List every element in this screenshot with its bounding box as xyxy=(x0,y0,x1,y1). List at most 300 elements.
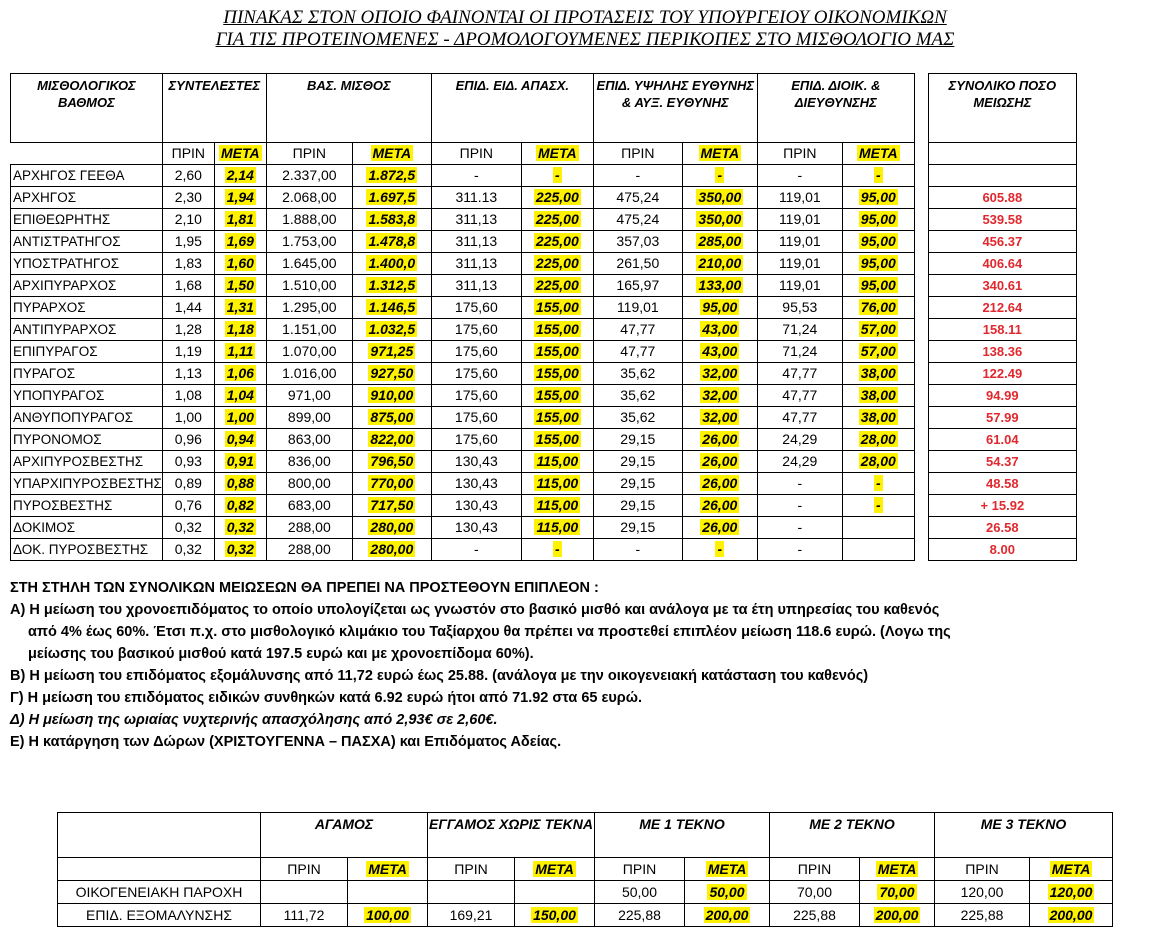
after-label: ΜΕΤΑ xyxy=(372,145,412,161)
coefficient-before: 0,32 xyxy=(162,517,214,539)
before-label: ΠΡΙΝ xyxy=(770,858,860,881)
special-allowance-before: 175,60 xyxy=(431,297,521,319)
family-header-row xyxy=(58,813,1113,858)
table-row xyxy=(11,253,1077,275)
special-allowance-before: - xyxy=(431,539,521,561)
responsibility-allowance-before: 119,01 xyxy=(593,297,682,319)
responsibility-allowance-after: - xyxy=(717,167,723,183)
document-title-line-1: ΠΙΝΑΚΑΣ ΣΤΟΝ ΟΠΟΙΟ ΦΑΙΝΟΝΤΑΙ ΟΙ ΠΡΟΤΑΣΕΙΣ ΤΟΥ ΥΠΟΥΡΓΕΙΟΥ ΟΙΚΟΝΟΜΙΚΩΝ xyxy=(223,7,947,28)
admin-allowance-before: 119,01 xyxy=(757,275,842,297)
admin-allowance-before: 47,77 xyxy=(757,363,842,385)
table-row xyxy=(11,209,1077,231)
coefficient-before: 0,32 xyxy=(162,539,214,561)
coefficient-before: 1,83 xyxy=(162,253,214,275)
admin-allowance-after: 95,00 xyxy=(860,277,896,293)
basic-salary-before: 1.070,00 xyxy=(266,341,352,363)
table-row xyxy=(11,319,1077,341)
admin-allowance-before: 47,77 xyxy=(757,407,842,429)
admin-allowance-before: 119,01 xyxy=(757,231,842,253)
responsibility-allowance-before: - xyxy=(593,539,682,561)
special-allowance-after: 225,00 xyxy=(535,233,579,249)
value-before: 225,88 xyxy=(935,904,1030,927)
basic-salary-before: 1.151,00 xyxy=(266,319,352,341)
after-label: ΜΕΤΑ xyxy=(1051,861,1091,877)
admin-allowance-before: - xyxy=(757,539,842,561)
table-row xyxy=(11,473,1077,495)
special-allowance-before: 175,60 xyxy=(431,407,521,429)
special-allowance-before: 311,13 xyxy=(431,253,521,275)
coefficient-before: 0,96 xyxy=(162,429,214,451)
coefficient-before: 1,68 xyxy=(162,275,214,297)
before-label: ΠΡΙΝ xyxy=(595,858,685,881)
admin-allowance-after: - xyxy=(875,475,881,491)
admin-allowance-after: 57,00 xyxy=(860,343,896,359)
responsibility-allowance-after: 210,00 xyxy=(698,255,742,271)
basic-salary-before: 1.295,00 xyxy=(266,297,352,319)
rank-name: ΕΠΙΠΥΡΑΓΟΣ xyxy=(11,341,163,363)
responsibility-allowance-after: 32,00 xyxy=(702,387,738,403)
salary-cuts-table xyxy=(10,73,1077,561)
basic-salary-after: 822,00 xyxy=(370,431,414,447)
total-reduction: 340.61 xyxy=(928,275,1076,297)
row-label: ΕΠΙΔ. ΕΞΟΜΑΛΥΝΣΗΣ xyxy=(58,904,261,927)
before-label: ΠΡΙΝ xyxy=(261,858,348,881)
value-after: 70,00 xyxy=(879,884,915,900)
coefficient-before: 1,19 xyxy=(162,341,214,363)
coefficient-after: 0,94 xyxy=(226,431,254,447)
coefficient-before: 1,95 xyxy=(162,231,214,253)
responsibility-allowance-after: 350,00 xyxy=(698,211,742,227)
note-a-line-3: μείωσης του βασικού μισθού κατά 197.5 ευρώ και με χρονοεπίδομα 60%). xyxy=(28,646,534,662)
family-before-after-row xyxy=(58,858,1113,881)
special-allowance-after: - xyxy=(554,167,560,183)
note-b: Β) Η μείωση του επιδόματος εξομάλυνσης από 11,72 ευρώ έως 25.88. (ανάλογα με την οικογενειακή κατάσταση του καθενός) xyxy=(10,668,869,684)
admin-allowance-before: 24,29 xyxy=(757,429,842,451)
admin-allowance-before: 119,01 xyxy=(757,253,842,275)
special-allowance-after: 155,00 xyxy=(535,321,579,337)
special-allowance-after: 225,00 xyxy=(535,277,579,293)
rank-name: ΠΥΡΑΓΟΣ xyxy=(11,363,163,385)
responsibility-allowance-after: 26,00 xyxy=(702,453,738,469)
value-after xyxy=(348,881,428,904)
before-label: ΠΡΙΝ xyxy=(162,143,214,165)
admin-allowance-after xyxy=(842,517,914,539)
responsibility-allowance-before: - xyxy=(593,165,682,187)
basic-salary-after: 796,50 xyxy=(370,453,414,469)
table-row xyxy=(11,517,1077,539)
admin-allowance-before: 24,29 xyxy=(757,451,842,473)
admin-allowance-before: 119,01 xyxy=(757,209,842,231)
rank-name: ΥΠΟΠΥΡΑΓΟΣ xyxy=(11,385,163,407)
coefficient-before: 2,60 xyxy=(162,165,214,187)
coefficient-before: 1,00 xyxy=(162,407,214,429)
admin-allowance-after: 57,00 xyxy=(860,321,896,337)
basic-salary-after: 1.583,8 xyxy=(368,211,416,227)
responsibility-allowance-before: 29,15 xyxy=(593,429,682,451)
value-before: 120,00 xyxy=(935,881,1030,904)
value-after: 100,00 xyxy=(366,907,409,923)
coefficient-before: 0,93 xyxy=(162,451,214,473)
basic-salary-before: 288,00 xyxy=(266,517,352,539)
special-allowance-after: 155,00 xyxy=(535,387,579,403)
basic-salary-after: 770,00 xyxy=(370,475,414,491)
rank-name: ΑΡΧΗΓΟΣ xyxy=(11,187,163,209)
table-row xyxy=(58,881,1113,904)
note-d: Δ) Η μείωση της ωριαίας νυχτερινής απασχόλησης από 2,93€ σε 2,60€. xyxy=(10,712,498,728)
special-allowance-after: 155,00 xyxy=(535,431,579,447)
table-row xyxy=(11,429,1077,451)
value-before: 225,88 xyxy=(595,904,685,927)
basic-salary-before: 2.337,00 xyxy=(266,165,352,187)
total-reduction xyxy=(928,165,1076,187)
special-allowance-before: 311,13 xyxy=(431,231,521,253)
total-reduction: 54.37 xyxy=(928,451,1076,473)
coefficient-after: 1,11 xyxy=(227,343,254,359)
rank-name: ΕΠΙΘΕΩΡΗΤΗΣ xyxy=(11,209,163,231)
admin-allowance-after: - xyxy=(875,497,881,513)
responsibility-allowance-before: 47,77 xyxy=(593,341,682,363)
table-row xyxy=(11,165,1077,187)
basic-salary-before: 1.888,00 xyxy=(266,209,352,231)
responsibility-allowance-before: 261,50 xyxy=(593,253,682,275)
responsibility-allowance-after: 285,00 xyxy=(698,233,742,249)
coefficient-after: 1,81 xyxy=(226,211,254,227)
value-before: 70,00 xyxy=(770,881,860,904)
value-after: 150,00 xyxy=(533,907,576,923)
special-allowance-before: 311,13 xyxy=(431,275,521,297)
total-reduction: 212.64 xyxy=(928,297,1076,319)
coefficient-after: 1,69 xyxy=(226,233,254,249)
table-row xyxy=(11,385,1077,407)
after-label: ΜΕΤΑ xyxy=(221,145,260,161)
value-before: 169,21 xyxy=(428,904,515,927)
special-allowance-before: - xyxy=(431,165,521,187)
coefficient-after: 1,04 xyxy=(226,387,254,403)
coefficient-after: 0,88 xyxy=(226,475,254,491)
responsibility-allowance-before: 29,15 xyxy=(593,473,682,495)
value-after: 120,00 xyxy=(1049,884,1093,900)
coefficient-before: 0,76 xyxy=(162,495,214,517)
table-row xyxy=(11,495,1077,517)
special-allowance-before: 175,60 xyxy=(431,319,521,341)
special-allowance-before: 175,60 xyxy=(431,341,521,363)
note-a-line-1: Α) Η μείωση του χρονοεπιδόματος το οποίο υπολογίζεται ως γνωστόν στο βασικό μισθό και ανάλογα με τα έτη υπηρεσίας του καθενός xyxy=(10,602,940,618)
header-one-child: ΜΕ 1 ΤΕΚΝΟ xyxy=(595,813,770,858)
total-reduction: 138.36 xyxy=(928,341,1076,363)
basic-salary-before: 2.068,00 xyxy=(266,187,352,209)
admin-allowance-after: 95,00 xyxy=(860,211,896,227)
special-allowance-after: 155,00 xyxy=(535,299,579,315)
header-two-children: ΜΕ 2 ΤΕΚΝΟ xyxy=(770,813,935,858)
coefficient-after: 1,60 xyxy=(226,255,254,271)
coefficient-after: 1,00 xyxy=(226,409,254,425)
special-allowance-after: 225,00 xyxy=(535,211,579,227)
header-rank: ΜΙΣΘΟΛΟΓΙΚΟΣ ΒΑΘΜΟΣ xyxy=(11,74,163,143)
responsibility-allowance-before: 35,62 xyxy=(593,363,682,385)
responsibility-allowance-after: 43,00 xyxy=(702,343,738,359)
basic-salary-before: 971,00 xyxy=(266,385,352,407)
special-allowance-before: 175,60 xyxy=(431,363,521,385)
basic-salary-after: 1.312,5 xyxy=(368,277,416,293)
basic-salary-after: 1.872,5 xyxy=(368,167,416,183)
total-reduction: 61.04 xyxy=(928,429,1076,451)
header-coefficients: ΣΥΝΤΕΛΕΣΤΕΣ xyxy=(162,74,266,143)
responsibility-allowance-before: 35,62 xyxy=(593,385,682,407)
after-label: ΜΕΤΑ xyxy=(707,861,747,877)
special-allowance-before: 130,43 xyxy=(431,495,521,517)
admin-allowance-after: 38,00 xyxy=(860,365,896,381)
special-allowance-before: 175,60 xyxy=(431,385,521,407)
value-before xyxy=(261,881,348,904)
value-before xyxy=(428,881,515,904)
total-reduction: + 15.92 xyxy=(928,495,1076,517)
header-special-allowance: ΕΠΙΔ. ΕΙΔ. ΑΠΑΣΧ. xyxy=(431,74,593,143)
coefficient-before: 0,89 xyxy=(162,473,214,495)
rank-name: ΠΥΡΑΡΧΟΣ xyxy=(11,297,163,319)
before-label: ΠΡΙΝ xyxy=(593,143,682,165)
responsibility-allowance-before: 357,03 xyxy=(593,231,682,253)
admin-allowance-before: - xyxy=(757,165,842,187)
total-reduction: 122.49 xyxy=(928,363,1076,385)
rank-name: ΑΝΤΙΣΤΡΑΤΗΓΟΣ xyxy=(11,231,163,253)
total-reduction: 48.58 xyxy=(928,473,1076,495)
admin-allowance-after: 28,00 xyxy=(860,453,896,469)
after-label: ΜΕΤΑ xyxy=(368,861,407,877)
rank-name: ΥΠΟΣΤΡΑΤΗΓΟΣ xyxy=(11,253,163,275)
coefficient-after: 2,14 xyxy=(226,167,254,183)
admin-allowance-after: - xyxy=(875,167,881,183)
admin-allowance-after: 76,00 xyxy=(860,299,896,315)
table-row xyxy=(11,275,1077,297)
special-allowance-before: 311,13 xyxy=(431,209,521,231)
basic-salary-before: 1.753,00 xyxy=(266,231,352,253)
responsibility-allowance-before: 475,24 xyxy=(593,209,682,231)
header-basic-salary: ΒΑΣ. ΜΙΣΘΟΣ xyxy=(266,74,431,143)
before-after-row xyxy=(11,143,1077,165)
table-row xyxy=(11,363,1077,385)
responsibility-allowance-after: 133,00 xyxy=(698,277,742,293)
admin-allowance-after: 95,00 xyxy=(860,255,896,271)
family-allowance-table xyxy=(57,812,1113,927)
coefficient-after: 1,18 xyxy=(226,321,254,337)
table-row xyxy=(58,904,1113,927)
total-reduction: 406.64 xyxy=(928,253,1076,275)
table-row xyxy=(11,341,1077,363)
basic-salary-before: 1.645,00 xyxy=(266,253,352,275)
admin-allowance-before: 71,24 xyxy=(757,319,842,341)
total-reduction: 158.11 xyxy=(928,319,1076,341)
rank-name: ΥΠΑΡΧΙΠΥΡΟΣΒΕΣΤΗΣ xyxy=(11,473,163,495)
basic-salary-after: 1.697,5 xyxy=(368,189,416,205)
responsibility-allowance-before: 35,62 xyxy=(593,407,682,429)
coefficient-before: 1,13 xyxy=(162,363,214,385)
special-allowance-after: 115,00 xyxy=(536,453,579,469)
basic-salary-before: 863,00 xyxy=(266,429,352,451)
table-header-row xyxy=(11,74,1077,143)
rank-name: ΑΡΧΙΠΥΡΑΡΧΟΣ xyxy=(11,275,163,297)
special-allowance-after: 115,00 xyxy=(536,519,579,535)
basic-salary-after: 1.146,5 xyxy=(368,299,416,315)
special-allowance-after: 225,00 xyxy=(535,255,579,271)
coefficient-before: 1,44 xyxy=(162,297,214,319)
special-allowance-before: 130,43 xyxy=(431,473,521,495)
before-label: ΠΡΙΝ xyxy=(266,143,352,165)
basic-salary-after: 280,00 xyxy=(370,519,414,535)
before-label: ΠΡΙΝ xyxy=(431,143,521,165)
responsibility-allowance-before: 29,15 xyxy=(593,517,682,539)
rank-name: ΔΟΚΙΜΟΣ xyxy=(11,517,163,539)
special-allowance-before: 130,43 xyxy=(431,451,521,473)
notes-section xyxy=(10,577,1160,753)
note-a-line-2: από 4% έως 60%. Έτσι π.χ. στο μισθολογικό κλιμάκιο του Ταξίαρχου θα πρέπει να προστεθεί επιπλέον μείωση 118.6 ευρώ. (Λογω της xyxy=(28,624,951,640)
admin-allowance-before: 95,53 xyxy=(757,297,842,319)
basic-salary-after: 1.478,8 xyxy=(368,233,416,249)
admin-allowance-after: 95,00 xyxy=(860,233,896,249)
before-label: ΠΡΙΝ xyxy=(935,858,1030,881)
total-reduction: 8.00 xyxy=(928,539,1076,561)
admin-allowance-before: 119,01 xyxy=(757,187,842,209)
responsibility-allowance-after: 43,00 xyxy=(702,321,738,337)
admin-allowance-after xyxy=(842,539,914,561)
admin-allowance-before: - xyxy=(757,495,842,517)
special-allowance-after: 115,00 xyxy=(536,497,579,513)
value-after: 50,00 xyxy=(709,884,745,900)
admin-allowance-after: 38,00 xyxy=(860,387,896,403)
coefficient-after: 1,06 xyxy=(226,365,254,381)
table-row xyxy=(11,297,1077,319)
table-row xyxy=(11,539,1077,561)
admin-allowance-after: 38,00 xyxy=(860,409,896,425)
rank-name: ΑΝΘΥΠΟΠΥΡΑΓΟΣ xyxy=(11,407,163,429)
total-reduction: 57.99 xyxy=(928,407,1076,429)
basic-salary-before: 800,00 xyxy=(266,473,352,495)
basic-salary-after: 280,00 xyxy=(370,541,414,557)
basic-salary-before: 1.016,00 xyxy=(266,363,352,385)
responsibility-allowance-after: 32,00 xyxy=(702,409,738,425)
header-three-children: ΜΕ 3 ΤΕΚΝΟ xyxy=(935,813,1113,858)
header-total-reduction: ΣΥΝΟΛΙΚΟ ΠΟΣΟ ΜΕΙΩΣΗΣ xyxy=(928,74,1076,143)
document-title-line-2: ΓΙΑ ΤΙΣ ΠΡΟΤΕΙΝΟΜΕΝΕΣ - ΔΡΟΜΟΛΟΓΟΥΜΕΝΕΣ ΠΕΡΙΚΟΠΕΣ ΣΤΟ ΜΙΣΘΟΛΟΓΙΟ ΜΑΣ xyxy=(215,29,955,50)
notes-intro: ΣΤΗ ΣΤΗΛΗ ΤΩΝ ΣΥΝΟΛΙΚΩΝ ΜΕΙΩΣΕΩΝ ΘΑ ΠΡΕΠΕΙ ΝΑ ΠΡΟΣΤΕΘΟΥΝ ΕΠΙΠΛΕΟΝ : xyxy=(10,580,599,596)
responsibility-allowance-after: 26,00 xyxy=(702,519,738,535)
responsibility-allowance-before: 475,24 xyxy=(593,187,682,209)
coefficient-before: 2,10 xyxy=(162,209,214,231)
coefficient-after: 1,31 xyxy=(226,299,254,315)
basic-salary-after: 717,50 xyxy=(370,497,414,513)
basic-salary-before: 1.510,00 xyxy=(266,275,352,297)
before-label: ΠΡΙΝ xyxy=(428,858,515,881)
rank-name: ΑΝΤΙΠΥΡΑΡΧΟΣ xyxy=(11,319,163,341)
total-reduction: 539.58 xyxy=(928,209,1076,231)
basic-salary-after: 927,50 xyxy=(370,365,414,381)
basic-salary-before: 288,00 xyxy=(266,539,352,561)
coefficient-after: 0,32 xyxy=(226,541,254,557)
table-row xyxy=(11,231,1077,253)
special-allowance-before: 311.13 xyxy=(431,187,521,209)
rank-name: ΑΡΧΙΠΥΡΟΣΒΕΣΤΗΣ xyxy=(11,451,163,473)
table-row xyxy=(11,187,1077,209)
special-allowance-after: 155,00 xyxy=(535,343,579,359)
admin-allowance-before: 71,24 xyxy=(757,341,842,363)
responsibility-allowance-after: - xyxy=(717,541,723,557)
responsibility-allowance-before: 29,15 xyxy=(593,451,682,473)
admin-allowance-before: - xyxy=(757,473,842,495)
coefficient-after: 1,50 xyxy=(226,277,254,293)
admin-allowance-before: 47,77 xyxy=(757,385,842,407)
special-allowance-after: - xyxy=(554,541,560,557)
row-label: ΟΙΚΟΓΕΝΕΙΑΚΗ ΠΑΡΟΧΗ xyxy=(58,881,261,904)
responsibility-allowance-before: 29,15 xyxy=(593,495,682,517)
special-allowance-after: 115,00 xyxy=(536,475,579,491)
coefficient-before: 2,30 xyxy=(162,187,214,209)
rank-name: ΠΥΡΟΣΒΕΣΤΗΣ xyxy=(11,495,163,517)
after-label: ΜΕΤΑ xyxy=(538,145,577,161)
table-row xyxy=(11,407,1077,429)
responsibility-allowance-before: 165,97 xyxy=(593,275,682,297)
basic-salary-after: 971,25 xyxy=(370,343,414,359)
basic-salary-before: 899,00 xyxy=(266,407,352,429)
responsibility-allowance-after: 26,00 xyxy=(702,475,738,491)
special-allowance-before: 130,43 xyxy=(431,517,521,539)
rank-name: ΑΡΧΗΓΟΣ ΓΕΕΘΑ xyxy=(11,165,163,187)
coefficient-before: 1,28 xyxy=(162,319,214,341)
table-row xyxy=(11,451,1077,473)
before-label: ΠΡΙΝ xyxy=(757,143,842,165)
basic-salary-before: 836,00 xyxy=(266,451,352,473)
value-after: 200,00 xyxy=(1049,907,1093,923)
note-c: Γ) Η μείωση του επιδόματος ειδικών συνθηκών κατά 6.92 ευρώ ήτοι από 71.92 στα 65 ευρώ. xyxy=(10,690,643,706)
basic-salary-after: 910,00 xyxy=(370,387,414,403)
special-allowance-before: 175,60 xyxy=(431,429,521,451)
responsibility-allowance-after: 350,00 xyxy=(698,189,742,205)
responsibility-allowance-after: 32,00 xyxy=(702,365,738,381)
special-allowance-after: 155,00 xyxy=(535,409,579,425)
note-e: Ε) Η κατάργηση των Δώρων (ΧΡΙΣΤΟΥΓΕΝΝΑ – ΠΑΣΧΑ) και Επιδόματος Αδείας. xyxy=(10,734,562,750)
value-after xyxy=(515,881,595,904)
coefficient-after: 0,32 xyxy=(226,519,254,535)
after-label: ΜΕΤΑ xyxy=(877,861,917,877)
header-married-no-children: ΕΓΓΑΜΟΣ ΧΩΡΙΣ ΤΕΚΝΑ xyxy=(428,813,595,858)
total-reduction: 605.88 xyxy=(928,187,1076,209)
after-label: ΜΕΤΑ xyxy=(535,861,574,877)
responsibility-allowance-after: 26,00 xyxy=(702,431,738,447)
coefficient-after: 0,82 xyxy=(226,497,254,513)
responsibility-allowance-before: 47,77 xyxy=(593,319,682,341)
value-before: 111,72 xyxy=(261,904,348,927)
basic-salary-after: 1.032,5 xyxy=(368,321,416,337)
header-responsibility-allowance: ΕΠΙΔ. ΥΨΗΛΗΣ ΕΥΘΥΝΗΣ & ΑΥΞ. ΕΥΘΥΝΗΣ xyxy=(593,74,757,143)
after-label: ΜΕΤΑ xyxy=(859,145,898,161)
coefficient-before: 1,08 xyxy=(162,385,214,407)
header-admin-allowance: ΕΠΙΔ. ΔΙΟΙΚ. & ΔΙΕΥΘΥΝΣΗΣ xyxy=(757,74,914,143)
total-reduction: 456.37 xyxy=(928,231,1076,253)
responsibility-allowance-after: 26,00 xyxy=(702,497,738,513)
special-allowance-after: 155,00 xyxy=(535,365,579,381)
admin-allowance-after: 28,00 xyxy=(860,431,896,447)
rank-name: ΠΥΡΟΝΟΜΟΣ xyxy=(11,429,163,451)
rank-name: ΔΟΚ. ΠΥΡΟΣΒΕΣΤΗΣ xyxy=(11,539,163,561)
total-reduction: 94.99 xyxy=(928,385,1076,407)
value-after: 200,00 xyxy=(875,907,919,923)
total-reduction: 26.58 xyxy=(928,517,1076,539)
responsibility-allowance-after: 95,00 xyxy=(702,299,738,315)
basic-salary-after: 875,00 xyxy=(370,409,414,425)
coefficient-after: 1,94 xyxy=(226,189,254,205)
value-before: 225,88 xyxy=(770,904,860,927)
admin-allowance-before: - xyxy=(757,517,842,539)
value-before: 50,00 xyxy=(595,881,685,904)
coefficient-after: 0,91 xyxy=(226,453,254,469)
